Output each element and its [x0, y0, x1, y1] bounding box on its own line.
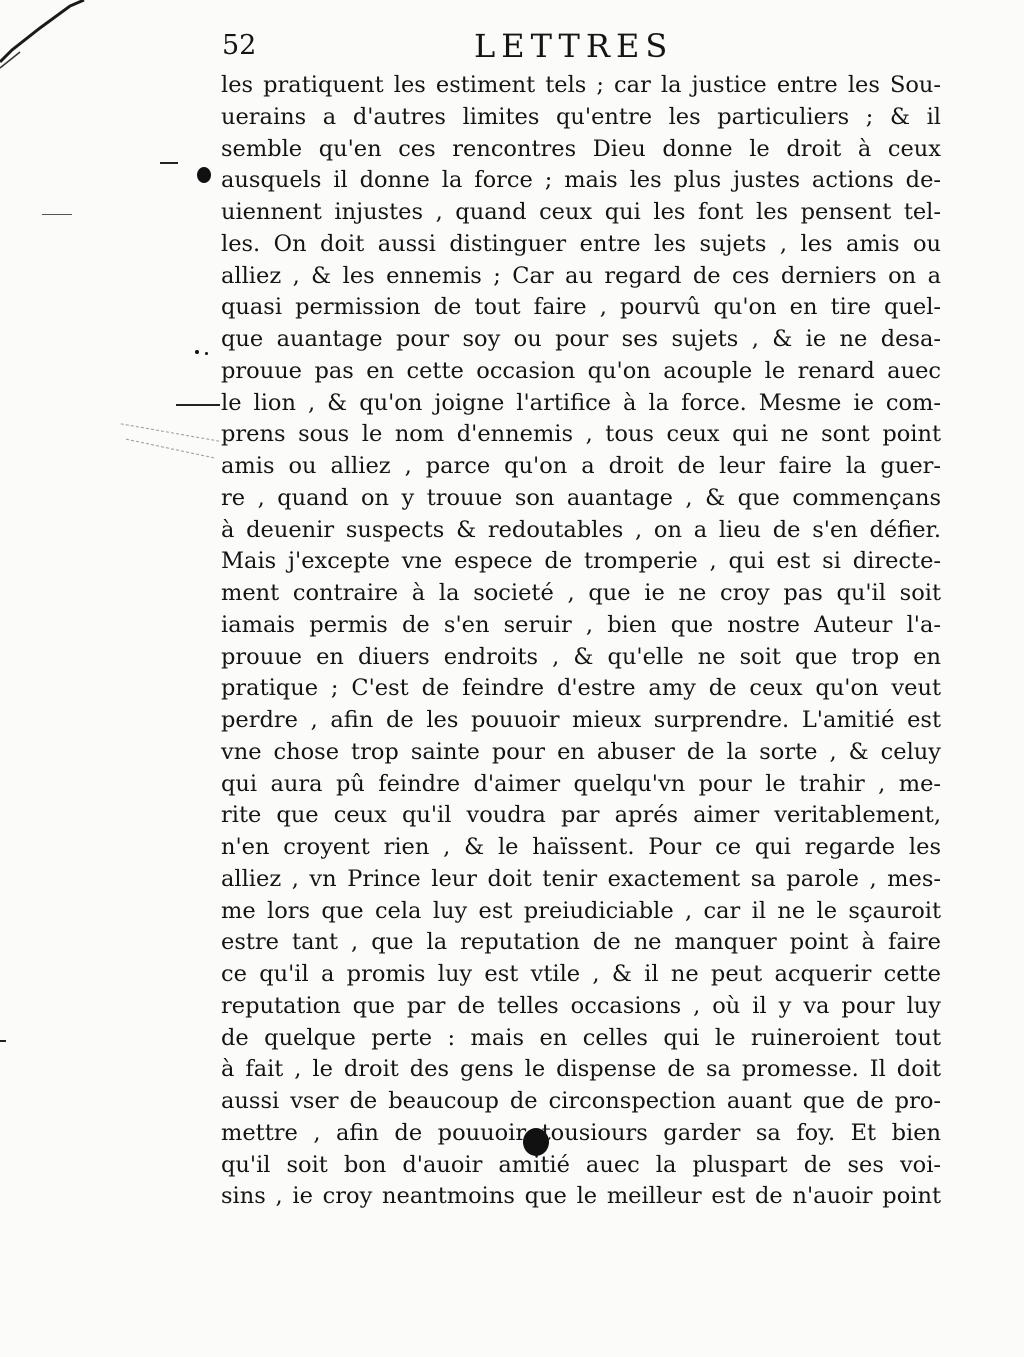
faint-margin-mark: [121, 423, 220, 441]
text-line: les pratiquent les estiment tels ; car la justice entre les Sou-: [221, 72, 941, 98]
text-line: à deuenir suspects & redoutables , on a lieu de s'en défier.: [221, 516, 941, 543]
text-line: pratique ; C'est de feindre d'estre amy de ceux qu'on veut: [221, 675, 941, 702]
text-line: alliez , & les ennemis ; Car au regard de ces derniers on a: [221, 262, 941, 289]
faint-margin-mark: [126, 439, 214, 459]
text-line: ment contraire à la societé , que ie ne croy pas qu'il soit: [221, 580, 941, 606]
text-line: mettre , afin de pouuoir tousiours garder sa foy. Et bien: [221, 1119, 941, 1146]
text-line: amis ou alliez , parce qu'on a droit de leur faire la guer-: [221, 453, 941, 479]
text-line: prouue pas en cette occasion qu'on acouple le renard auec: [221, 357, 941, 384]
text-line: re , quand on y trouue son auantage , & que commençans: [221, 484, 941, 511]
margin-mark: [160, 162, 178, 164]
text-line: uiennent injustes , quand ceux qui les font les pensent tel-: [221, 199, 941, 225]
ink-speck: [195, 350, 199, 354]
text-line: qu'il soit bon d'auoir amitié auec la pluspart de ses voi-: [221, 1151, 941, 1178]
margin-mark: [42, 214, 72, 215]
text-line: uerains a d'autres limites qu'entre les particuliers ; & il: [221, 103, 941, 130]
text-line: perdre , afin de les pouuoir mieux surprendre. L'amitié est: [221, 707, 941, 733]
ink-speck: [205, 352, 208, 355]
text-line: de quelque perte : mais en celles qui le ruineroient tout: [221, 1024, 941, 1051]
text-line: vne chose trop sainte pour en abuser de la sorte , & celuy: [221, 738, 941, 765]
text-line: le lion , & qu'on joigne l'artifice à la force. Mesme ie com-: [221, 389, 941, 416]
text-line: sins , ie croy neantmoins que le meilleur est de n'auoir point: [221, 1183, 941, 1210]
text-line: estre tant , que la reputation de ne manquer point à faire: [221, 929, 941, 956]
running-head: LETTRES: [474, 27, 674, 65]
text-line: n'en croyent rien , & le haïssent. Pour ce qui regarde les: [221, 834, 941, 860]
text-line: ausquels il donne la force ; mais les plus justes actions de-: [221, 167, 941, 194]
text-line: rite que ceux qu'il voudra par aprés aimer veritablement,: [221, 802, 941, 829]
text-line: à fait , le droit des gens le dispense de sa promesse. Il doit: [221, 1056, 941, 1083]
text-line: qui aura pû feindre d'aimer quelqu'vn pour le trahir , me-: [221, 770, 941, 797]
margin-mark: [0, 1040, 6, 1042]
ink-blot: [197, 167, 211, 183]
text-line: reputation que par de telles occasions , où il y va pour luy: [221, 992, 941, 1019]
text-line: alliez , vn Prince leur doit tenir exactement sa parole , mes-: [221, 865, 941, 892]
text-line: Mais j'excepte vne espece de tromperie , qui est si directe-: [221, 548, 941, 575]
page-number: 52: [222, 30, 257, 61]
text-line: aussi vser de beaucoup de circonspection auant que de pro-: [221, 1088, 941, 1114]
text-line: prens sous le nom d'ennemis , tous ceux qui ne sont point: [221, 421, 941, 448]
text-line: les. On doit aussi distinguer entre les sujets , les amis ou: [221, 230, 941, 257]
text-line: iamais permis de s'en seruir , bien que nostre Auteur l'a-: [221, 611, 941, 638]
text-line: semble qu'en ces rencontres Dieu donne le droit à ceux: [221, 135, 941, 162]
text-line: que auantage pour soy ou pour ses sujets , & ie ne desa-: [221, 326, 941, 352]
scan-edge-mark: [0, 0, 90, 70]
body-text: [221, 70, 941, 1213]
text-line: ce qu'il a promis luy est vtile , & il ne peut acquerir cette: [221, 961, 941, 987]
text-line: quasi permission de tout faire , pourvû qu'on en tire quel-: [221, 294, 941, 321]
text-line: me lors que cela luy est preiudiciable , car il ne le sçauroit: [221, 897, 941, 924]
margin-mark: [176, 404, 220, 406]
text-line: prouue en diuers endroits , & qu'elle ne soit que trop en: [221, 643, 941, 670]
